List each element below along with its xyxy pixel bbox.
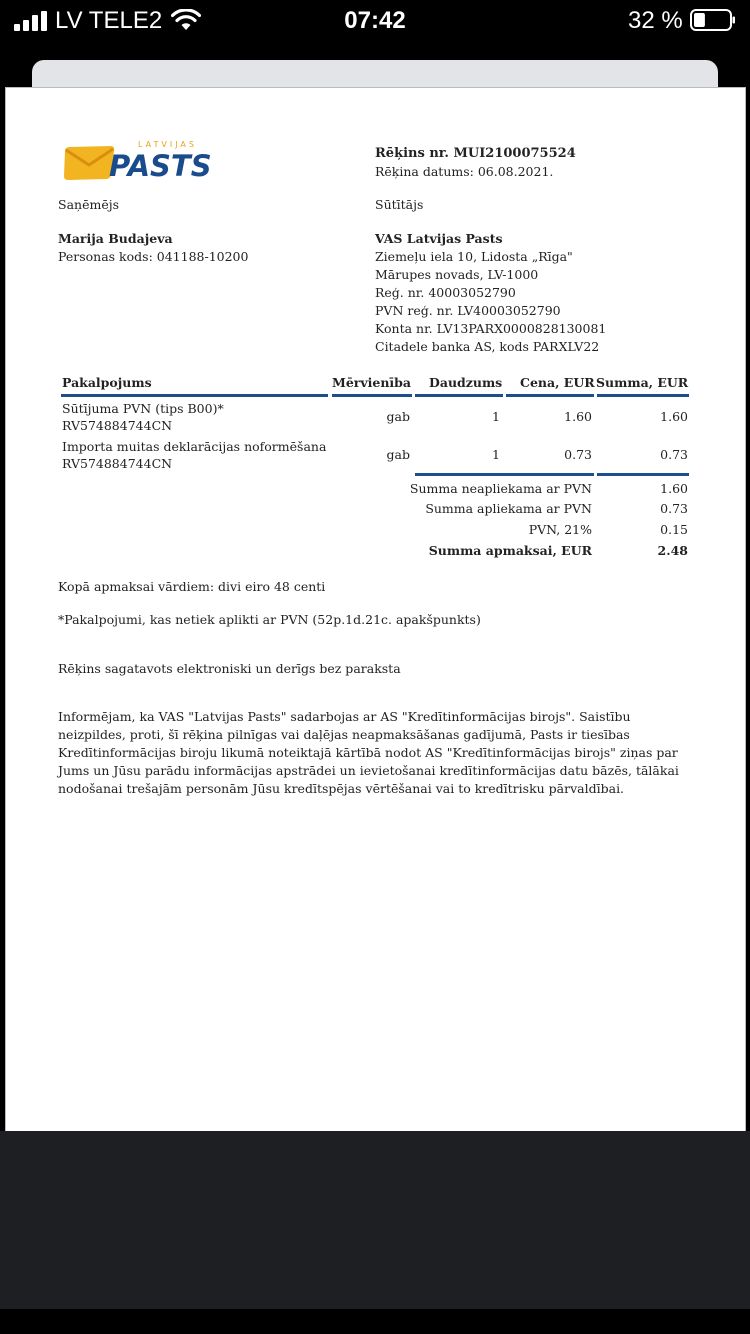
- row-unit: gab: [386, 409, 410, 424]
- total-label-vat: PVN, 21%: [528, 522, 592, 537]
- row-sum: 1.60: [660, 409, 688, 424]
- clock: 07:42: [344, 7, 406, 34]
- recipient-label: Saņēmējs: [58, 197, 120, 212]
- sender-vat-nr: PVN reģ. nr. LV40003052790: [375, 303, 561, 318]
- row-price: 0.73: [564, 447, 592, 462]
- row-qty: 1: [492, 409, 500, 424]
- header-rule: [415, 394, 503, 397]
- sender-address: Ziemeļu iela 10, Lidosta „Rīga": [375, 249, 573, 264]
- row-reference: RV574884744CN: [62, 456, 173, 471]
- logo-small-text: LATVIJAS: [138, 140, 197, 149]
- recipient-name: Marija Budajeva: [58, 231, 173, 246]
- info-line: Kredītinformācijas biroju likumā noteiktajā kārtībā nodot AS "Kredītinformācijas birojs" ziņas par: [58, 745, 678, 760]
- sender-bank: Citadele banka AS, kods PARXLV22: [375, 339, 600, 354]
- header-rule: [332, 394, 412, 397]
- sender-name: VAS Latvijas Pasts: [375, 231, 503, 246]
- info-line: neizpildes, proti, šī rēķina pilnīgas vai daļējas neapmaksāšanas gadījumā, Pasts ir tiesības: [58, 727, 630, 742]
- col-header-service: Pakalpojums: [62, 375, 152, 390]
- total-label-taxable: Summa apliekama ar PVN: [425, 501, 592, 516]
- info-line: nodošanai trešajām personām Jūsu kredītspējas vērtēšanai vai to kredītrisku pārvaldībai.: [58, 781, 625, 796]
- totals-rule: [597, 473, 689, 476]
- header-rule: [61, 394, 328, 397]
- home-indicator-area: [0, 1309, 750, 1334]
- recipient-personal-code: Personas kods: 041188-10200: [58, 249, 249, 264]
- total-value-due: 2.48: [657, 543, 688, 558]
- viewer-bottom-area: [0, 1131, 750, 1309]
- row-reference: RV574884744CN: [62, 418, 173, 433]
- header-rule: [506, 394, 594, 397]
- info-line: Informējam, ka VAS "Latvijas Pasts" sadarbojas ar AS "Kredītinformācijas birojs". Saistību: [58, 709, 631, 724]
- totals-rule: [415, 473, 594, 476]
- col-header-unit: Mērvienība: [332, 375, 412, 390]
- carrier-name: LV TELE2: [55, 7, 163, 34]
- info-line: Jums un Jūsu parādu informācijas apstrādei un ievietošanai kredītinformācijas datu bāzēs, tālākai: [58, 763, 679, 778]
- total-value-nontaxable: 1.60: [660, 481, 688, 496]
- col-header-qty: Daudzums: [429, 375, 503, 390]
- row-sum: 0.73: [660, 447, 688, 462]
- invoice-date: Rēķina datums: 06.08.2021.: [375, 164, 554, 179]
- amount-in-words: Kopā apmaksai vārdiem: divi eiro 48 centi: [58, 579, 326, 594]
- row-qty: 1: [492, 447, 500, 462]
- sender-reg-nr: Reģ. nr. 40003052790: [375, 285, 516, 300]
- col-header-sum: Summa, EUR: [596, 375, 689, 390]
- col-header-price: Cena, EUR: [520, 375, 595, 390]
- row-unit: gab: [386, 447, 410, 462]
- sender-label: Sūtītājs: [375, 197, 424, 212]
- total-label-due: Summa apmaksai, EUR: [428, 543, 592, 558]
- logo-wordmark: PASTS: [109, 149, 212, 183]
- electronic-notice: Rēķins sagatavots elektroniski un derīgs bez paraksta: [58, 661, 401, 676]
- battery-icon: [690, 9, 736, 31]
- total-label-nontaxable: Summa neapliekama ar PVN: [409, 481, 592, 496]
- total-value-taxable: 0.73: [660, 501, 688, 516]
- battery-percent: 32 %: [628, 7, 683, 34]
- invoice-document[interactable]: [5, 87, 746, 1133]
- row-service: Importa muitas deklarācijas noformēšana: [62, 439, 327, 454]
- vat-footnote: *Pakalpojumi, kas netiek aplikti ar PVN (52p.1d.21c. apakšpunkts): [58, 612, 481, 627]
- row-price: 1.60: [564, 409, 592, 424]
- row-service: Sūtījuma PVN (tips B00)*: [62, 401, 224, 416]
- sender-account: Konta nr. LV13PARX0000828130081: [375, 321, 607, 336]
- latvijas-pasts-logo: [61, 140, 231, 183]
- status-bar: [0, 0, 750, 44]
- total-value-vat: 0.15: [660, 522, 688, 537]
- invoice-number: Rēķins nr. MUI2100075524: [375, 146, 576, 161]
- sender-region: Mārupes novads, LV-1000: [375, 267, 539, 282]
- header-rule: [597, 394, 689, 397]
